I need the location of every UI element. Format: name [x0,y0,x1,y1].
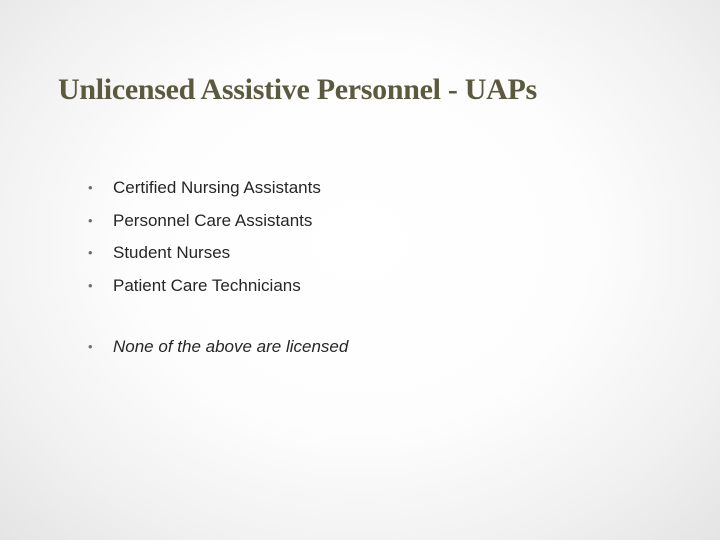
bullet-icon: • [88,180,93,195]
list-item [88,272,648,305]
note-list [88,333,648,366]
list-item [88,239,648,272]
list-item [88,174,648,207]
list-item-text: Certified Nursing Assistants [113,178,321,197]
list-item-text: Student Nurses [113,243,231,263]
bullet-icon: • [88,339,93,354]
list-item-text: Personnel Care Assistants [113,210,313,230]
note-text: None of the above are licensed [113,337,349,356]
slide-title: Unlicensed Assistive Personnel - UAPs [58,73,537,106]
bullet-list [88,174,648,305]
note-item [88,333,648,366]
bullet-icon: • [88,212,93,228]
list-item-text: Patient Care Technicians [113,276,301,296]
bullet-icon: • [88,245,93,261]
list-item [88,207,648,240]
bullet-icon: • [88,278,93,294]
